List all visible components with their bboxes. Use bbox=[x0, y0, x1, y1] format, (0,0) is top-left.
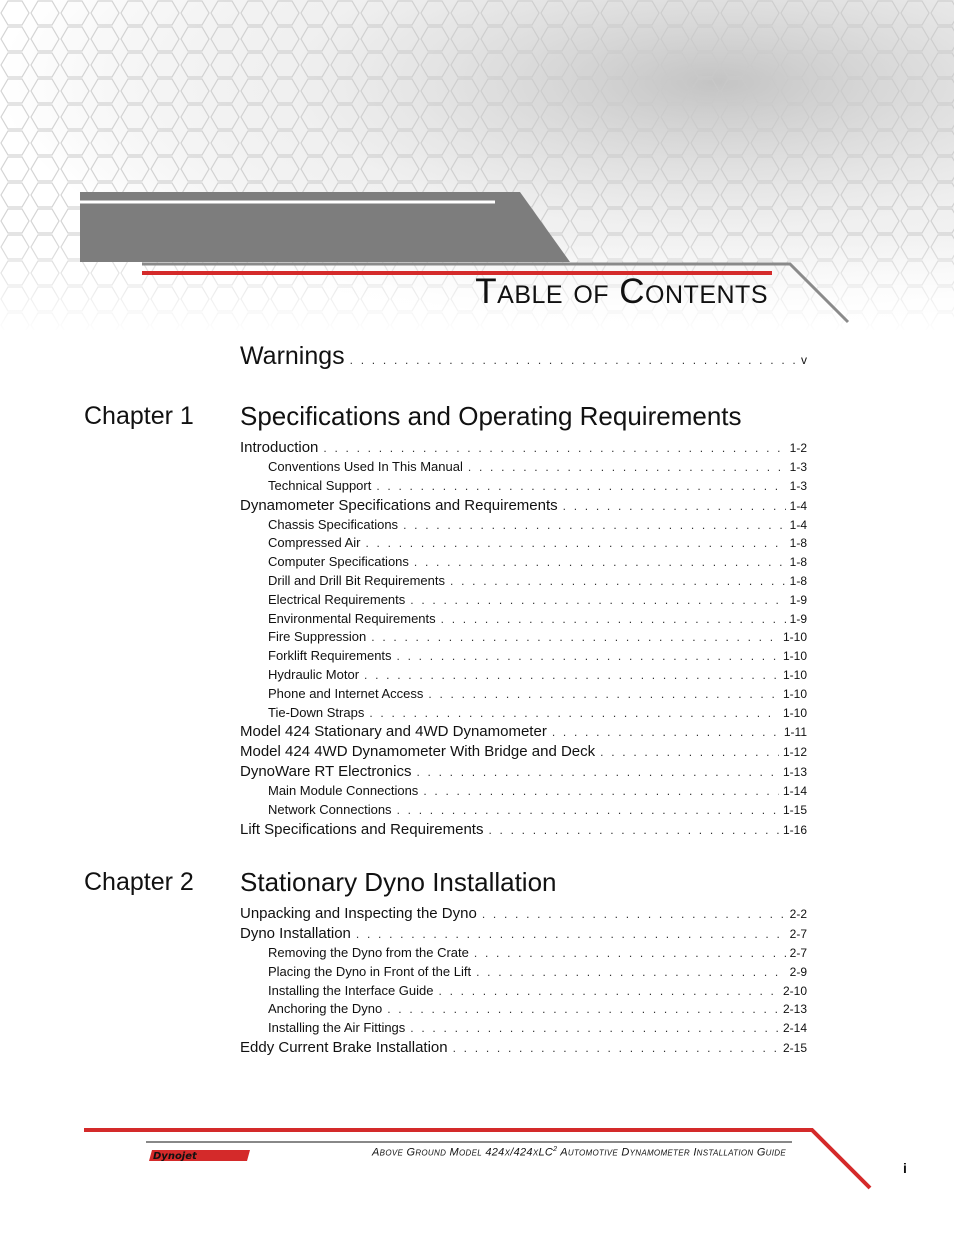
toc-leader-dots bbox=[476, 965, 786, 979]
toc-subentry[interactable] bbox=[268, 1020, 807, 1038]
dynojet-logo bbox=[149, 1150, 250, 1162]
toc-leader-dots bbox=[350, 353, 797, 367]
toc-leader-dots bbox=[416, 765, 779, 779]
toc-entry-title: Model 424 Stationary and 4WD Dynamometer bbox=[240, 723, 547, 741]
toc-subentry[interactable] bbox=[268, 945, 807, 963]
toc-entry-title: Placing the Dyno in Front of the Lift bbox=[268, 963, 472, 979]
toc-entry-page: 1-3 bbox=[789, 478, 807, 493]
toc-leader-dots bbox=[482, 907, 786, 921]
toc-leader-dots bbox=[323, 441, 785, 455]
toc-entry-page: 1-2 bbox=[789, 441, 807, 455]
toc-leader-dots bbox=[410, 1021, 779, 1035]
toc-leader-dots bbox=[356, 927, 786, 941]
toc-entry-page: 1-3 bbox=[789, 460, 807, 474]
page-title: Table of Contents bbox=[475, 272, 768, 311]
logo-text: Dynojet bbox=[153, 1151, 197, 1162]
toc-entry-title: Forklift Requirements bbox=[268, 648, 392, 664]
toc-entry-title: Dynamometer Specifications and Requirements bbox=[240, 496, 558, 514]
toc-entry-page: 2-7 bbox=[789, 946, 807, 960]
toc-entry[interactable] bbox=[240, 821, 807, 841]
toc-entry-title: Conventions Used In This Manual bbox=[268, 459, 463, 474]
toc-entry-page: 1-10 bbox=[782, 668, 807, 682]
toc-entry-page: 1-13 bbox=[782, 765, 807, 780]
toc-entry-title: Environmental Requirements bbox=[268, 610, 436, 626]
toc-leader-dots bbox=[364, 668, 779, 682]
toc-entry-page: 1-14 bbox=[782, 784, 807, 799]
toc-leader-dots bbox=[428, 687, 779, 701]
toc-entry-title: Installing the Interface Guide bbox=[268, 982, 434, 998]
toc-entry-title: DynoWare RT Electronics bbox=[240, 763, 412, 781]
toc-leader-dots bbox=[600, 745, 779, 759]
toc-entry[interactable] bbox=[240, 743, 807, 763]
toc-entry-title: Electrical Requirements bbox=[268, 591, 406, 607]
toc-entry-page: 2-13 bbox=[782, 1002, 807, 1017]
toc-subentry[interactable] bbox=[268, 648, 807, 666]
toc-entry-page: 2-14 bbox=[782, 1021, 807, 1036]
toc-entry-page: 1-9 bbox=[789, 611, 807, 626]
toc-entry-title: Technical Support bbox=[268, 477, 372, 493]
toc-entry-page: 1-8 bbox=[789, 574, 807, 588]
toc-entry-page: 1-10 bbox=[782, 686, 807, 701]
chapter-1-label: Chapter 1 bbox=[84, 402, 194, 430]
footer-guide-title bbox=[372, 1146, 786, 1159]
toc-leader-dots bbox=[423, 784, 779, 798]
toc-entry-page: 1-10 bbox=[782, 705, 807, 720]
toc-entry-page: 2-7 bbox=[789, 927, 807, 941]
toc-entry-page: 1-4 bbox=[789, 498, 807, 513]
toc-entry-title: Main Module Connections bbox=[268, 783, 419, 799]
toc-entry-page: 1-9 bbox=[789, 592, 807, 607]
toc-entry-title: Eddy Current Brake Installation bbox=[240, 1039, 448, 1056]
toc-subentry[interactable] bbox=[268, 517, 807, 535]
toc-entry-warnings[interactable] bbox=[240, 342, 807, 376]
toc-leader-dots bbox=[474, 946, 786, 960]
toc-entry-page: 2-9 bbox=[789, 964, 807, 979]
toc-entry[interactable] bbox=[240, 763, 807, 783]
toc-subentry[interactable] bbox=[268, 667, 807, 685]
toc-entry[interactable] bbox=[240, 439, 807, 459]
toc-subentry[interactable] bbox=[268, 611, 807, 629]
toc-entry-title: Compressed Air bbox=[268, 535, 361, 551]
toc-entry-title: Fire Suppression bbox=[268, 629, 367, 645]
toc-leader-dots bbox=[488, 823, 779, 837]
toc-leader-dots bbox=[441, 612, 786, 626]
toc-leader-dots bbox=[397, 803, 779, 817]
chapter-2-label: Chapter 2 bbox=[84, 868, 194, 896]
toc-entry-title: Installing the Air Fittings bbox=[268, 1020, 406, 1036]
toc-entry-page: 1-15 bbox=[782, 803, 807, 818]
toc-subentry[interactable] bbox=[268, 964, 807, 982]
toc-leader-dots bbox=[468, 460, 786, 474]
page-number: i bbox=[903, 1160, 907, 1176]
toc-entry-page: 2-10 bbox=[782, 983, 807, 998]
toc-entry-page: v bbox=[801, 353, 807, 367]
chapter-1-title[interactable]: Specifications and Operating Requirements bbox=[240, 401, 742, 431]
toc-leader-dots bbox=[369, 706, 779, 720]
toc-leader-dots bbox=[450, 574, 786, 588]
toc-entry-title: Introduction bbox=[240, 439, 319, 456]
toc-entry[interactable] bbox=[240, 497, 807, 517]
toc-subentry[interactable] bbox=[268, 592, 807, 610]
toc-entry-page: 1-4 bbox=[789, 517, 807, 532]
toc-entry-page: 1-16 bbox=[782, 823, 807, 837]
toc-entry-page: 2-15 bbox=[782, 1041, 807, 1055]
toc-entry[interactable] bbox=[240, 1039, 807, 1059]
toc-entry-page: 1-10 bbox=[782, 630, 807, 645]
footer-guide-title-sup: 2 bbox=[553, 1146, 558, 1153]
toc-leader-dots bbox=[453, 1041, 779, 1055]
footer-banner bbox=[0, 1120, 954, 1200]
toc-entry-title: Removing the Dyno from the Crate bbox=[268, 945, 469, 960]
toc-entry-page: 1-10 bbox=[782, 649, 807, 664]
toc-leader-dots bbox=[387, 1002, 779, 1016]
toc-subentry[interactable] bbox=[268, 554, 807, 572]
toc-entry[interactable] bbox=[240, 905, 807, 925]
toc-entry-title: Phone and Internet Access bbox=[268, 685, 424, 701]
toc-leader-dots bbox=[365, 536, 785, 550]
footer-guide-title-b: Automotive Dynamometer Installation Guide bbox=[557, 1146, 786, 1159]
toc-entry[interactable] bbox=[240, 925, 807, 945]
toc-leader-dots bbox=[376, 479, 785, 493]
toc-subentry[interactable] bbox=[268, 459, 807, 477]
toc-subentry[interactable] bbox=[268, 1001, 807, 1019]
toc-entry-title: Unpacking and Inspecting the Dyno bbox=[240, 905, 477, 922]
toc-leader-dots bbox=[563, 499, 786, 513]
toc-entry-title: Warnings bbox=[240, 342, 345, 370]
chapter-2-title[interactable]: Stationary Dyno Installation bbox=[240, 867, 557, 897]
footer-guide-title-a: Above Ground Model 424x/424xLC bbox=[372, 1146, 554, 1159]
toc-subentry[interactable] bbox=[268, 783, 807, 801]
toc-subentry[interactable] bbox=[268, 705, 807, 723]
toc-entry-title: Anchoring the Dyno bbox=[268, 1001, 383, 1017]
toc-subentry[interactable] bbox=[268, 629, 807, 647]
toc-entry-title: Drill and Drill Bit Requirements bbox=[268, 573, 445, 588]
toc-entry-page: 1-8 bbox=[789, 555, 807, 570]
toc-entry-title: Lift Specifications and Requirements bbox=[240, 821, 484, 838]
toc-entry[interactable] bbox=[240, 723, 807, 743]
toc-leader-dots bbox=[410, 593, 785, 607]
toc-leader-dots bbox=[403, 518, 786, 532]
toc-entry-title: Chassis Specifications bbox=[268, 516, 399, 532]
toc-subentry[interactable] bbox=[268, 478, 807, 496]
toc-entry-title: Hydraulic Motor bbox=[268, 667, 360, 682]
toc-leader-dots bbox=[552, 725, 780, 739]
toc-leader-dots bbox=[414, 555, 786, 569]
toc-leader-dots bbox=[371, 630, 779, 644]
toc-subentry[interactable] bbox=[268, 983, 807, 1001]
toc-entry-title: Network Connections bbox=[268, 802, 392, 818]
toc-entry-page: 1-8 bbox=[789, 536, 807, 551]
toc-entry-page: 1-12 bbox=[782, 745, 807, 760]
toc-entry-title: Model 424 4WD Dynamometer With Bridge and Deck bbox=[240, 743, 596, 761]
toc-entry-title: Tie-Down Straps bbox=[268, 704, 365, 720]
toc-entry-title: Dyno Installation bbox=[240, 925, 351, 942]
toc-subentry[interactable] bbox=[268, 802, 807, 820]
toc-subentry[interactable] bbox=[268, 573, 807, 591]
toc-subentry[interactable] bbox=[268, 686, 807, 704]
toc-entry-title: Computer Specifications bbox=[268, 554, 409, 570]
toc-leader-dots bbox=[397, 649, 779, 663]
toc-entry-page: 2-2 bbox=[789, 907, 807, 921]
toc-subentry[interactable] bbox=[268, 535, 807, 553]
toc-entry-page: 1-11 bbox=[783, 725, 807, 740]
toc-leader-dots bbox=[439, 984, 779, 998]
